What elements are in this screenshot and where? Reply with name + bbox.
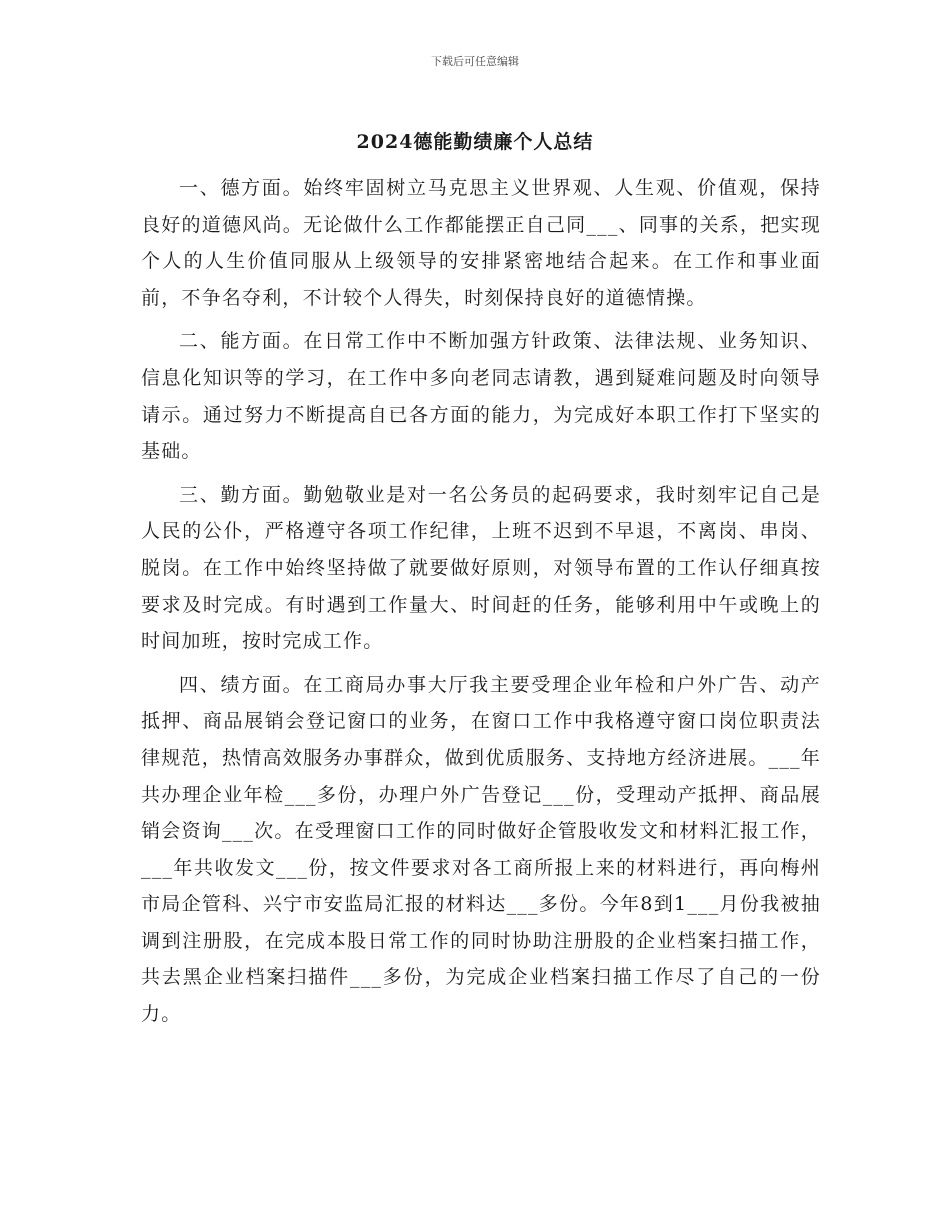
paragraph-de: 一、德方面。始终牢固树立马克思主义世界观、人生观、价值观，保持良好的道德风尚。无论做什么工作都能摆正自己同___、同事的关系，把实现个人的人生价值同服从上级领导的安排紧密地结合起来。在工作和事业面前，不争名夺利，不计较个人得失，时刻保持良好的道德情操。 (141, 177, 821, 309)
header-note: 下载后可任意编辑 (431, 55, 519, 68)
document-body (141, 170, 821, 1040)
paragraph-qin: 三、勤方面。勤勉敬业是对一名公务员的起码要求，我时刻牢记自己是人民的公仆，严格遵守各项工作纪律，上班不迟到不早退，不离岗、串岗、脱岗。在工作中始终坚持做了就要做好原则，对领导布置的工作认仔细真按要求及时完成。有时遇到工作量大、时间赶的任务，能够利用中午或晚上的时间加班，按时完成工作。 (141, 483, 821, 653)
paragraph-neng: 二、能方面。在日常工作中不断加强方针政策、法律法规、业务知识、信息化知识等的学习，在工作中多向老同志请教，遇到疑难问题及时向领导请示。通过努力不断提高自已各方面的能力，为完成好本职工作打下坚实的基础。 (141, 330, 821, 463)
paragraph-ji: 四、绩方面。在工商局办事大厅我主要受理企业年检和户外广告、动产抵押、商品展销会登记窗口的业务，在窗口工作中我格遵守窗口岗位职责法律规范，热情高效服务办事群众，做到优质服务、支持地方经济进展。___年共办理企业年检___多份，办理户外广告登记___份，受理动产抵押、商品展销会资询___次。在受理窗口工作的同时做好企管股收发文和材料汇报工作，___年共收发文___份，按文件要求对各工商所报上来的材料进行，再向梅州市局企管科、兴宁市安监局汇报的材料达___多份。今年8到1___月份我被抽调到注册股，在完成本股日常工作的同时协助注册股的企业档案扫描工作，共去黑企业档案扫描件___多份，为完成企业档案扫描工作尽了自己的一份力。 (141, 673, 821, 1026)
document-title: 2024德能勤绩廉个人总结 (356, 131, 594, 153)
